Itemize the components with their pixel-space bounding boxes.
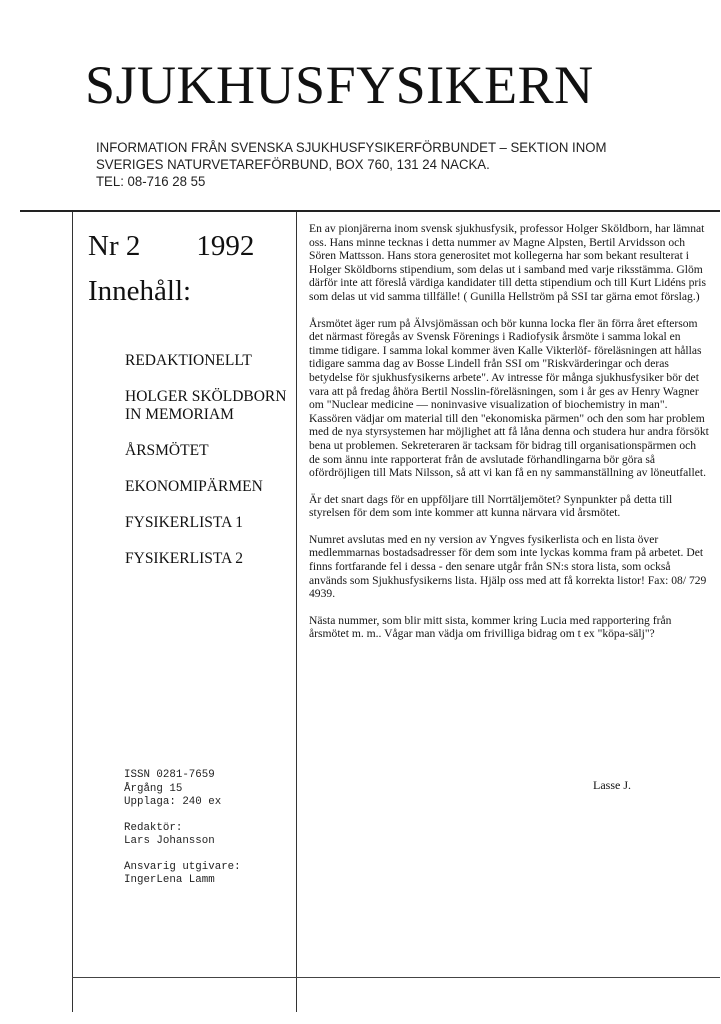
toc-item: FYSIKERLISTA 2 [125,550,244,567]
article-paragraph: Numret avslutas med en ny version av Yngves fysikerlista och en lista över medlemmarnas bostadsadresser för dem som inte lyckas komma fram på arbetet. Det finns fortfarande fel i dessa - den senare utgår från SN:s stora lista, som också används som Sjukhusfysikerns lista. Hjälp oss med att få korrekta listor! Fax: 08/ 729 4939. [309,532,707,601]
editor-name: Lars Johansson [124,835,215,847]
toc-item: ÅRSMÖTET [125,442,209,459]
masthead-subtitle [96,140,606,191]
volume: Årgång 15 [124,782,183,795]
masthead-title: SJUKHUSFYSIKERN [85,55,594,115]
issue-info [88,230,254,263]
subtitle-line: INFORMATION FRÅN SVENSKA SJUKHUSFYSIKERFÖRBUNDET – SEKTION INOM [96,140,607,156]
column-divider [296,212,297,1012]
toc-item: REDAKTIONELLT [125,352,252,369]
editor-signature: Lasse J. [593,778,631,792]
issue-number: Nr 2 [88,230,141,262]
article-paragraph: Är det snart dags för en uppföljare till Norrtäljemötet? Synpunkter på detta till styrelsen för dem som inte kommer att kunna närvara vid årsmötet. [309,492,673,520]
toc-item: EKONOMIPÄRMEN [125,478,263,495]
toc-item: HOLGER SKÖLDBORN IN MEMORIAM [125,388,287,423]
footer-divider [72,977,720,978]
toc-item: FYSIKERLISTA 1 [125,514,244,531]
issn: ISSN 0281-7659 [124,769,215,781]
header-divider [20,210,720,212]
table-of-contents [125,352,286,586]
article-paragraph: Nästa nummer, som blir mitt sista, kommer kring Lucia med rapportering från årsmötet m. m.. Vågar man vädja om frivilliga bidrag om t ex "köpa-sälj"? [309,613,672,641]
editorial-article [309,222,709,654]
article-paragraph: Årsmötet äger rum på Älvsjömässan och bör kunna locka fler än förra året eftersom det närmast föregås av Svensk Förenings i Radiofysik årsmöte i samma lokal en timme tidigare. I samma lokal kommer även Kalle Vikterlöf- föreläsningen att hållas tidigare samma dag av Bosse Lindell från SSI om "Riskvärderingar och deras betydelse för sjukhusfysikerns arbete". Av intresse för många sjukhusfysiker bör det vara att på fredag åhöra Bertil Nosslin-föreläsningen, som i år ges av Henry Wagner om "Nuclear medicine — noninvasive visualization of biochemistry in man". Kassören vädjar om material till den "ekonomiska pärmen" och den som har problem med de nya styrsystemen har möjlighet att få låna denna och studera hur andra försökt bena ut problemen. Sekreteraren är tacksam för bidrag till organisationspärmen och de som ännu inte rapporterat från de avslutade förhandlingarna bör göra så ofördröjligen till Mats Nilsson, så att vi kan få en ny sammanställning av löneutfallet. [309,316,709,480]
publisher-name: IngerLena Lamm [124,874,215,886]
publisher-label: Ansvarig utgivare: [124,860,241,873]
publication-info [124,769,241,900]
subtitle-line: TEL: 08-716 28 55 [96,174,206,190]
left-margin-line [72,212,73,1012]
editor-label: Redaktör: [124,821,183,834]
issue-year: 1992 [196,230,255,262]
subtitle-line: SVERIGES NATURVETAREFÖRBUND, BOX 760, 131 24 NACKA. [96,157,490,173]
article-paragraph: En av pionjärerna inom svensk sjukhusfysik, professor Holger Sköldborn, har lämnat oss. Hans minne tecknas i detta nummer av Magne Alpsten, Bertil Arvidsson och Sören Mattsson. Hans stora generositet mot kollegerna har som bekant resulterat i Holger Sköldborns stipendium, som delas ut i samband med varje riksstämma. Glöm därför inte att föreslå värdiga kandidater till detta stipendium och till Kurt Lidéns pris som delas ut vid samma tillfälle! ( Gunilla Hellström på SSI tar gärna emot förslag.) [309,222,706,303]
circulation: Upplaga: 240 ex [124,796,222,808]
contents-heading: Innehåll: [88,275,192,307]
